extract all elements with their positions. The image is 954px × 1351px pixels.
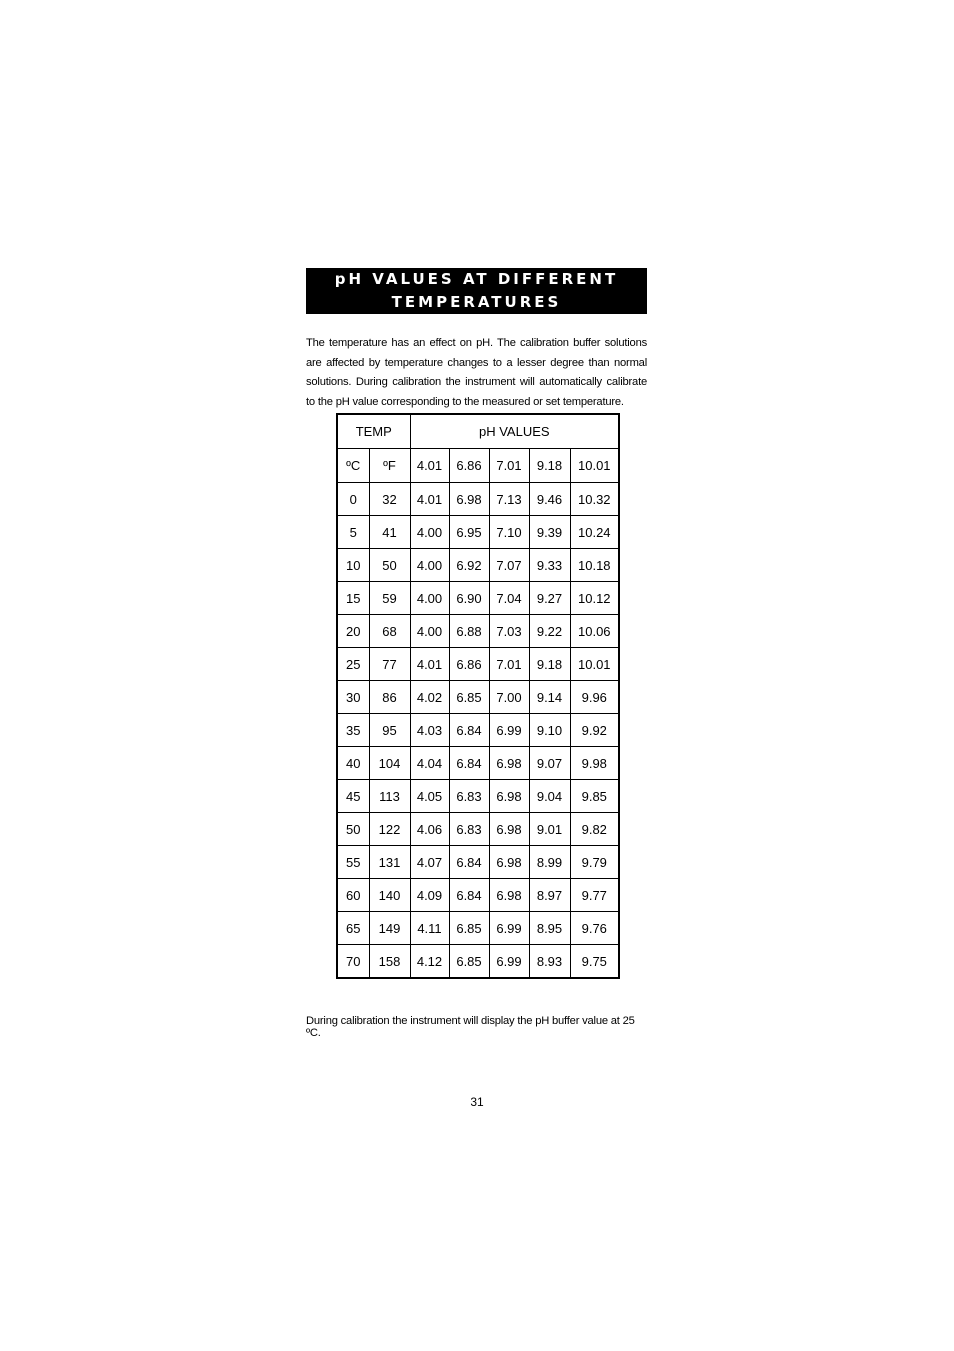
subheader-buffer: 9.18 <box>529 449 570 483</box>
ph-value-cell: 8.99 <box>529 846 570 879</box>
temp-celsius-cell: 0 <box>337 483 369 516</box>
subheader-buffer: 7.01 <box>489 449 529 483</box>
temp-fahrenheit-cell: 149 <box>369 912 410 945</box>
table-row <box>337 483 619 516</box>
subheader-buffer: 10.01 <box>570 449 619 483</box>
ph-value-cell: 4.11 <box>410 912 449 945</box>
ph-value-cell: 9.04 <box>529 780 570 813</box>
ph-value-cell: 9.75 <box>570 945 619 979</box>
table-row <box>337 813 619 846</box>
ph-value-cell: 10.06 <box>570 615 619 648</box>
temp-celsius-cell: 40 <box>337 747 369 780</box>
temp-fahrenheit-cell: 113 <box>369 780 410 813</box>
ph-value-cell: 8.97 <box>529 879 570 912</box>
temp-celsius-cell: 55 <box>337 846 369 879</box>
table-row <box>337 648 619 681</box>
table-row <box>337 516 619 549</box>
temp-fahrenheit-cell: 122 <box>369 813 410 846</box>
ph-value-cell: 4.09 <box>410 879 449 912</box>
ph-value-cell: 4.12 <box>410 945 449 979</box>
ph-value-cell: 7.13 <box>489 483 529 516</box>
ph-value-cell: 10.18 <box>570 549 619 582</box>
ph-value-cell: 6.98 <box>449 483 489 516</box>
ph-value-cell: 4.07 <box>410 846 449 879</box>
ph-value-cell: 7.00 <box>489 681 529 714</box>
ph-value-cell: 4.01 <box>410 483 449 516</box>
table-row <box>337 681 619 714</box>
temp-fahrenheit-cell: 41 <box>369 516 410 549</box>
ph-value-cell: 9.01 <box>529 813 570 846</box>
temp-celsius-cell: 35 <box>337 714 369 747</box>
ph-value-cell: 9.18 <box>529 648 570 681</box>
table-row <box>337 945 619 979</box>
table-row <box>337 879 619 912</box>
ph-value-cell: 6.92 <box>449 549 489 582</box>
ph-value-cell: 8.93 <box>529 945 570 979</box>
table-header-row <box>337 414 619 449</box>
table-row <box>337 615 619 648</box>
ph-value-cell: 9.46 <box>529 483 570 516</box>
temp-celsius-cell: 70 <box>337 945 369 979</box>
ph-value-cell: 6.90 <box>449 582 489 615</box>
calibration-note: During calibration the instrument will display the pH buffer value at 25 ºC. <box>306 1015 635 1040</box>
temp-fahrenheit-cell: 86 <box>369 681 410 714</box>
table-row <box>337 747 619 780</box>
table-row <box>337 846 619 879</box>
temp-fahrenheit-cell: 131 <box>369 846 410 879</box>
ph-value-cell: 4.00 <box>410 516 449 549</box>
ph-value-cell: 4.00 <box>410 615 449 648</box>
ph-value-cell: 6.84 <box>449 846 489 879</box>
page-number: 31 <box>470 1095 484 1109</box>
ph-value-cell: 7.04 <box>489 582 529 615</box>
table-row <box>337 582 619 615</box>
ph-value-cell: 4.03 <box>410 714 449 747</box>
temp-celsius-cell: 45 <box>337 780 369 813</box>
ph-value-cell: 9.92 <box>570 714 619 747</box>
ph-value-cell: 6.98 <box>489 780 529 813</box>
ph-value-cell: 8.95 <box>529 912 570 945</box>
ph-value-cell: 4.00 <box>410 582 449 615</box>
ph-value-cell: 9.79 <box>570 846 619 879</box>
ph-value-cell: 6.84 <box>449 714 489 747</box>
ph-value-cell: 6.99 <box>489 714 529 747</box>
intro-paragraph: The temperature has an effect on pH. The calibration buffer solutions are affected by temperature changes to a lesser degree than normal solutions. During calibration the instrument will automatically calibrate to the pH value corresponding to the measured or set temperature. <box>306 337 647 408</box>
ph-value-cell: 9.22 <box>529 615 570 648</box>
ph-value-cell: 9.33 <box>529 549 570 582</box>
ph-value-cell: 10.12 <box>570 582 619 615</box>
subheader-buffer: 4.01 <box>410 449 449 483</box>
temp-fahrenheit-cell: 77 <box>369 648 410 681</box>
temp-celsius-cell: 20 <box>337 615 369 648</box>
ph-value-cell: 4.04 <box>410 747 449 780</box>
ph-value-cell: 6.88 <box>449 615 489 648</box>
ph-value-cell: 7.10 <box>489 516 529 549</box>
temp-fahrenheit-cell: 140 <box>369 879 410 912</box>
ph-value-cell: 9.98 <box>570 747 619 780</box>
ph-value-cell: 4.06 <box>410 813 449 846</box>
temp-celsius-cell: 10 <box>337 549 369 582</box>
ph-value-cell: 4.00 <box>410 549 449 582</box>
table-row <box>337 714 619 747</box>
ph-value-cell: 7.03 <box>489 615 529 648</box>
ph-value-cell: 10.24 <box>570 516 619 549</box>
temp-celsius-cell: 30 <box>337 681 369 714</box>
table-row <box>337 549 619 582</box>
header-ph-values: pH VALUES <box>410 414 619 449</box>
table-row <box>337 780 619 813</box>
ph-value-cell: 6.99 <box>489 945 529 979</box>
ph-value-cell: 4.02 <box>410 681 449 714</box>
ph-value-cell: 9.07 <box>529 747 570 780</box>
section-title-line-1: pH VALUES AT DIFFERENT <box>334 270 619 288</box>
temp-fahrenheit-cell: 50 <box>369 549 410 582</box>
ph-temperature-table <box>336 413 620 979</box>
ph-value-cell: 6.85 <box>449 681 489 714</box>
ph-value-cell: 6.98 <box>489 813 529 846</box>
ph-value-cell: 6.84 <box>449 879 489 912</box>
temp-fahrenheit-cell: 32 <box>369 483 410 516</box>
ph-value-cell: 6.95 <box>449 516 489 549</box>
ph-value-cell: 9.39 <box>529 516 570 549</box>
temp-celsius-cell: 50 <box>337 813 369 846</box>
subheader-celsius: ºC <box>337 449 369 483</box>
header-temp: TEMP <box>337 414 410 449</box>
ph-value-cell: 9.85 <box>570 780 619 813</box>
ph-value-cell: 6.85 <box>449 912 489 945</box>
ph-value-cell: 9.82 <box>570 813 619 846</box>
ph-value-cell: 9.10 <box>529 714 570 747</box>
ph-value-cell: 6.85 <box>449 945 489 979</box>
ph-value-cell: 7.01 <box>489 648 529 681</box>
ph-value-cell: 6.99 <box>489 912 529 945</box>
temp-celsius-cell: 25 <box>337 648 369 681</box>
ph-value-cell: 6.98 <box>489 879 529 912</box>
section-title-line-2: TEMPERATURES <box>391 293 562 311</box>
table-subheader-row <box>337 449 619 483</box>
ph-value-cell: 9.77 <box>570 879 619 912</box>
ph-value-cell: 6.84 <box>449 747 489 780</box>
temp-fahrenheit-cell: 158 <box>369 945 410 979</box>
temp-celsius-cell: 60 <box>337 879 369 912</box>
table-row <box>337 912 619 945</box>
ph-value-cell: 7.07 <box>489 549 529 582</box>
temp-fahrenheit-cell: 104 <box>369 747 410 780</box>
ph-value-cell: 6.86 <box>449 648 489 681</box>
temp-celsius-cell: 15 <box>337 582 369 615</box>
temp-celsius-cell: 5 <box>337 516 369 549</box>
ph-value-cell: 4.01 <box>410 648 449 681</box>
section-title <box>306 268 647 314</box>
temp-fahrenheit-cell: 59 <box>369 582 410 615</box>
ph-value-cell: 6.98 <box>489 747 529 780</box>
ph-value-cell: 9.96 <box>570 681 619 714</box>
temp-fahrenheit-cell: 68 <box>369 615 410 648</box>
ph-value-cell: 10.01 <box>570 648 619 681</box>
ph-value-cell: 10.32 <box>570 483 619 516</box>
ph-value-cell: 6.83 <box>449 780 489 813</box>
ph-value-cell: 6.83 <box>449 813 489 846</box>
subheader-buffer: 6.86 <box>449 449 489 483</box>
temp-fahrenheit-cell: 95 <box>369 714 410 747</box>
ph-value-cell: 4.05 <box>410 780 449 813</box>
ph-value-cell: 9.76 <box>570 912 619 945</box>
ph-value-cell: 9.27 <box>529 582 570 615</box>
temp-celsius-cell: 65 <box>337 912 369 945</box>
ph-value-cell: 9.14 <box>529 681 570 714</box>
ph-value-cell: 6.98 <box>489 846 529 879</box>
subheader-fahrenheit: ºF <box>369 449 410 483</box>
